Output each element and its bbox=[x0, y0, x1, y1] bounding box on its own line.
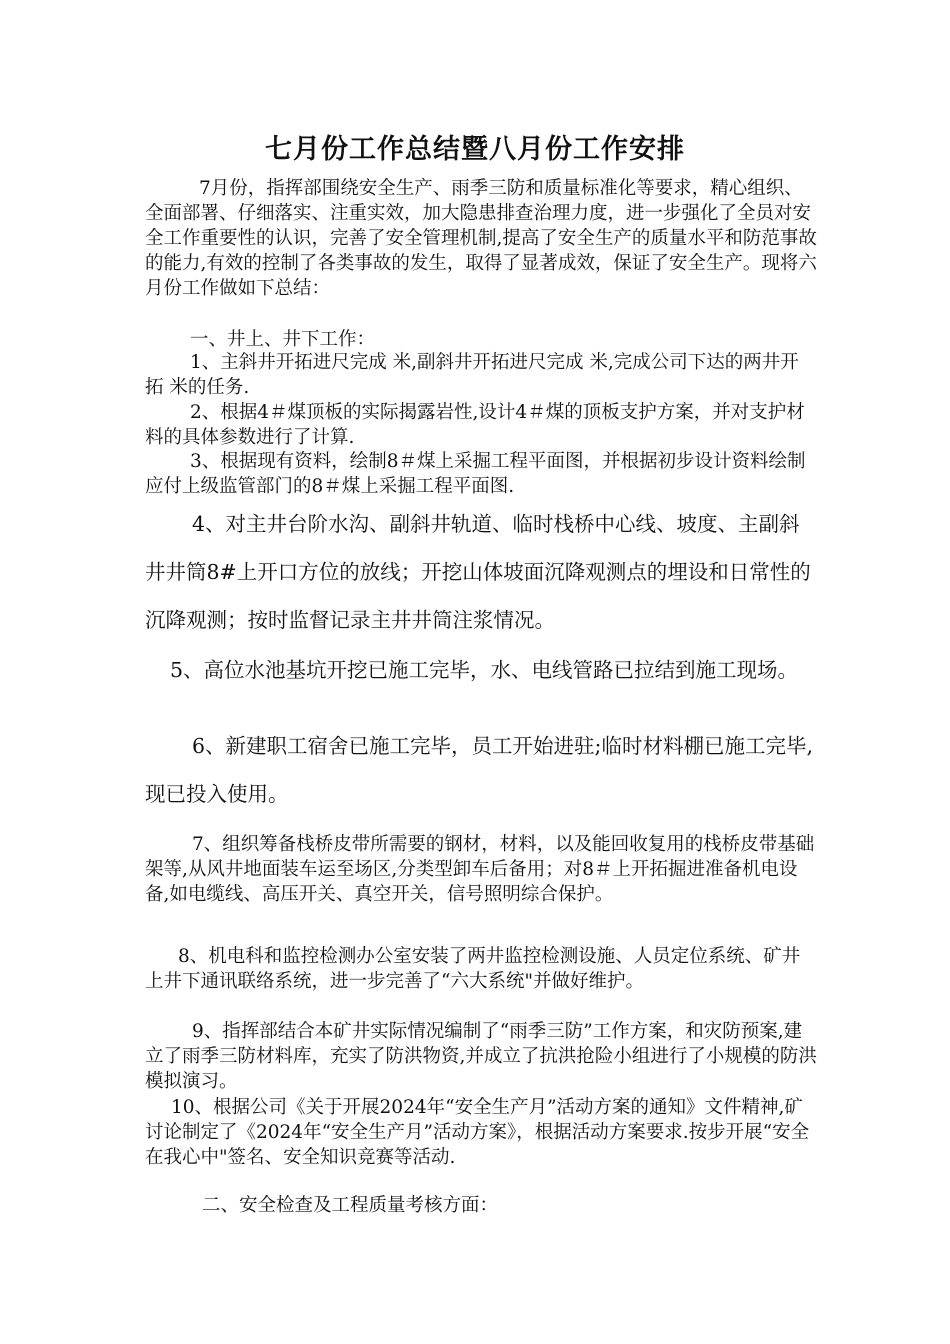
paragraph-item-6: 6、新建职工宿舍已施工完毕，员工开始进驻;临时材料棚已施工完毕,现已投入使用。 bbox=[145, 734, 813, 806]
paragraph-item-4: 4、对主井台阶水沟、副斜井轨道、临时栈桥中心线、坡度、主副斜井井筒8#上开口方位的放线；开挖山体坡面沉降观测点的埋设和日常性的沉降观测；按时监督记录主井井筒注浆情况。 bbox=[145, 512, 811, 632]
paragraph-item-9: 9、指挥部结合本矿井实际情况编制了“雨季三防”工作方案，和灾防预案,建立了雨季三防材料库，充实了防洪物资,并成立了抗洪抢险小组进行了小规模的防洪模拟演习。 bbox=[145, 1021, 817, 1092]
paragraph-item-1: 1、主斜井开拓进尺完成 米,副斜井开拓进尺完成 米,完成公司下达的两井开拓 米的任务. bbox=[145, 352, 799, 398]
paragraph-intro: 7月份，指挥部围绕安全生产、雨季三防和质量标准化等要求，精心组织、全面部署、仔细落实、注重实效，加大隐患排查治理力度，进一步强化了全员对安全工作重要性的认识，完善了安全管理机制,提高了安全生产的质量水平和防范事故的能力,有效的控制了各类事故的发生，取得了显著成效，保证了安全生产。现将六月份工作做如下总结： bbox=[145, 178, 817, 299]
paragraph-item-3: 3、根据现有资料，绘制8＃煤上采掘工程平面图，并根据初步设计资料绘制应付上级监管部门的8＃煤上采掘工程平面图. bbox=[145, 451, 806, 497]
paragraph-item-10: 10、根据公司《关于开展2024年“安全生产月”活动方案的通知》文件精神,矿讨论制定了《2024年“安全生产月”活动方案》，根据活动方案要求.按步开展“安全在我心中"签名、安全知识竞赛等活动. bbox=[145, 1097, 810, 1168]
paragraph-item-7: 7、组织筹备栈桥皮带所需要的钢材，材料，以及能回收复用的栈桥皮带基础架等,从风井地面装车运至场区,分类型卸车后备用；对8＃上开拓掘进准备机电设备,如电缆线、高压开关、真空开关，信号照明综合保护。 bbox=[145, 834, 815, 905]
section-heading-1: 一、井上、井下工作： bbox=[190, 329, 376, 350]
paragraph-item-8: 8、机电科和监控检测办公室安装了两井监控检测设施、人员定位系统、矿井上井下通讯联络系统，进一步完善了“六大系统"并做好维护。 bbox=[145, 946, 801, 992]
document-title: 七月份工作总结暨八月份工作安排 bbox=[265, 134, 685, 165]
paragraph-item-5: 5、高位水池基坑开挖已施工完毕，水、电线管路已拉结到施工现场。 bbox=[170, 658, 799, 682]
paragraph-item-2: 2、根据4＃煤顶板的实际揭露岩性,设计4＃煤的顶板支护方案，并对支护材料的具体参数进行了计算. bbox=[145, 402, 805, 448]
section-heading-2: 二、安全检查及工程质量考核方面： bbox=[202, 1195, 499, 1216]
